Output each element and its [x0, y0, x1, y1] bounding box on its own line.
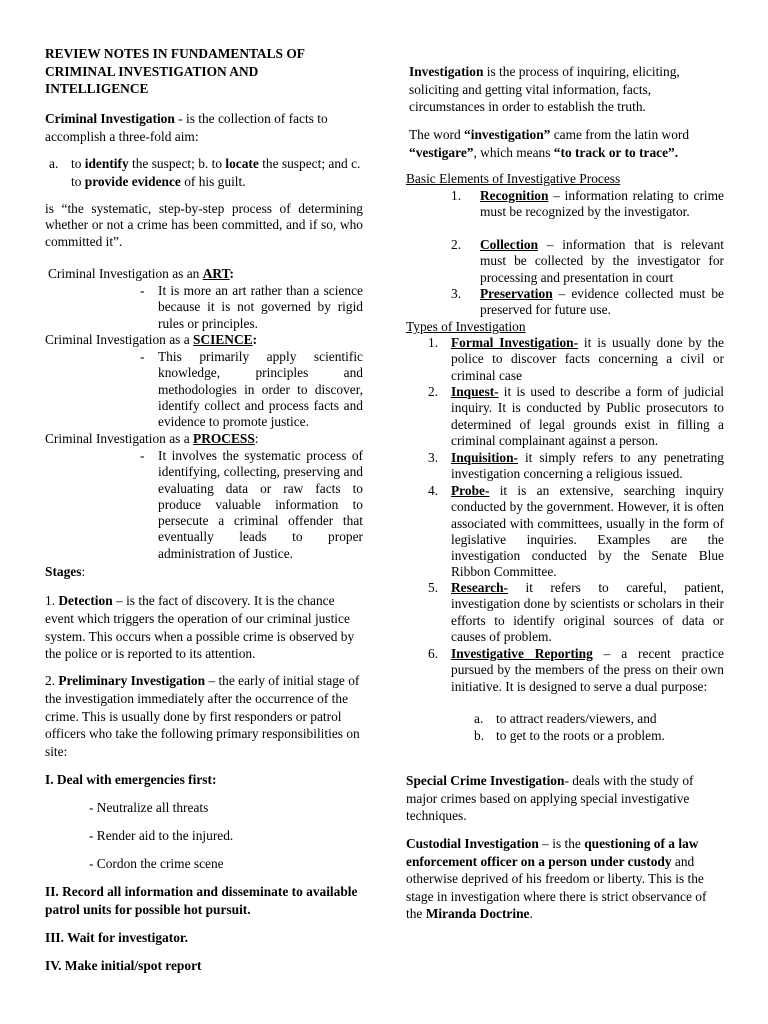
science-heading: Criminal Investigation as a SCIENCE:	[45, 332, 258, 347]
investigation-type-item: 6. Investigative Reporting – a recent practice pursued by the members of the press on their own initiative. It is designed to serve a dual purpose:	[428, 646, 724, 694]
stage-preliminary-investigation: 2. Preliminary Investigation – the early of initial stage of the investigation immediately after the occurrence of the crime. This is usually done by first responders or patrol officers who take the following primary responsibilities on site:	[45, 673, 360, 760]
stage-detection: 1. Detection – is the fact of discovery. It is the chance event which triggers the operation of our criminal justice system. This occurs when a possible crime is observed by the police or is reported to its attention.	[45, 593, 355, 662]
render-aid-item: - Render aid to the injured.	[89, 828, 234, 843]
neutralize-threats-item: - Neutralize all threats	[89, 800, 209, 815]
basic-element-item: 2. Collection – information that is relevant must be collected by the investigator for processing and presentation in court	[451, 237, 724, 285]
investigation-type-item: 3. Inquisition- it simply refers to any penetrating investigation concerning a religious issued.	[428, 450, 724, 482]
types-heading: Types of Investigation	[406, 319, 526, 334]
stages-heading: Stages:	[45, 564, 86, 579]
step-deal-with-emergencies: I. Deal with emergencies first:	[45, 772, 217, 787]
three-fold-aim: a. to identify the suspect; b. to locate the suspect; and c. to provide evidence of his guilt.	[49, 156, 361, 189]
basic-element-item: 1. Recognition – information relating to crime must be recognized by the investigator.	[451, 188, 724, 220]
investigation-type-item: 4. Probe- it is an extensive, searching inquiry conducted by the government. However, it is often associated with committees, usually in the form of legislative inquiries. Examples are the investigation conducted by the Senate Blue Ribbon Committee.	[428, 483, 724, 580]
criminal-investigation-definition: Criminal Investigation - is the collection of facts to accomplish a three-fold aim:	[45, 111, 328, 144]
science-description: - This primarily apply scientific knowledge, principles and methodologies in order to discover, identify collect and process facts and evidence to promote justice.	[140, 349, 363, 430]
step-initial-spot-report: IV. Make initial/spot report	[45, 958, 202, 973]
basic-element-item: 3. Preservation – evidence collected must be preserved for future use.	[451, 286, 724, 318]
purpose-item: b. to get to the roots or a problem.	[474, 728, 665, 743]
process-heading: Criminal Investigation as a PROCESS:	[45, 431, 259, 446]
art-description: - It is more an art rather than a science because it is not governed by rigid rules or principles.	[140, 283, 363, 331]
special-crime-investigation: Special Crime Investigation- deals with the study of major crimes based on applying special investigative techniques.	[406, 773, 694, 823]
step-record-information: II. Record all information and disseminate to available patrol units for possible hot pursuit.	[45, 884, 358, 917]
document-title: REVIEW NOTES IN FUNDAMENTALS OF CRIMINAL INVESTIGATION AND INTELLIGENCE	[45, 46, 305, 96]
step-wait-for-investigator: III. Wait for investigator.	[45, 930, 188, 945]
art-heading: Criminal Investigation as an ART:	[48, 266, 234, 281]
investigation-type-item: 1. Formal Investigation- it is usually done by the police to discover facts concerning a civil or criminal case	[428, 335, 724, 383]
cordon-scene-item: - Cordon the crime scene	[89, 856, 224, 871]
word-origin: The word “investigation” came from the latin word “vestigare”, which means “to track or to trace”.	[409, 127, 690, 160]
process-description: - It involves the systematic process of identifying, collecting, preserving and evaluating data or raw facts to produce valuable information to persecute a criminal offender that eventually leads to proper administration of Justice.	[140, 448, 363, 561]
investigation-definition: Investigation is the process of inquiring, eliciting, soliciting and getting vital information, facts, circumstances in order to establish the truth.	[409, 64, 680, 114]
basic-elements-heading: Basic Elements of Investigative Process	[406, 171, 621, 186]
purpose-item: a. to attract readers/viewers, and	[474, 711, 657, 726]
investigation-type-item: 2. Inquest- it is used to describe a form of judicial inquiry. It is conducted by Public prosecutors to determined of legal grounds exist in filling a criminal complainant against a person.	[428, 384, 724, 448]
investigation-type-item: 5. Research- it refers to careful, patient, investigation done by scientists or scholars in their efforts to identify original sources of data or causes of problem.	[428, 580, 724, 644]
systematic-definition: is “the systematic, step-by-step process of determining whether or not a crime has been committed, and if so, who committed it”.	[45, 201, 363, 249]
custodial-investigation: Custodial Investigation – is the questioning of a law enforcement officer on a person under custody and otherwise deprived of his freedom or liberty. This is the stage in investigation where there is strict observance of the Miranda Doctrine.	[406, 836, 707, 921]
